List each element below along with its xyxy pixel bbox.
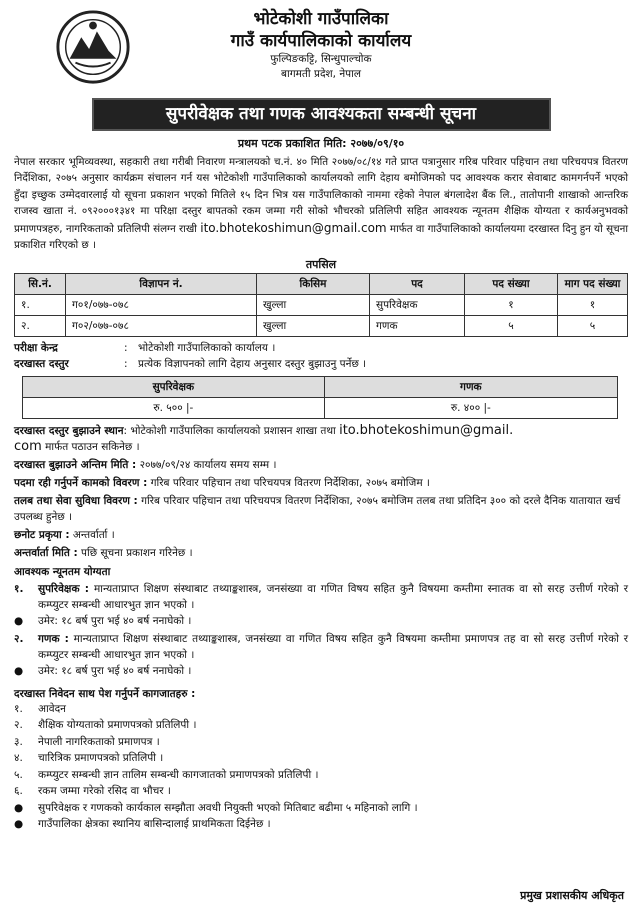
table-cell: खुल्ला [257,294,370,315]
interview-value: पछि सूचना प्रकाशन गरिनेछ । [77,546,193,559]
selection-value: अन्तर्वार्ता । [69,528,115,541]
interview-label: अन्तर्वार्ता मिति : [14,546,78,559]
list-item [14,717,628,734]
col-header: सुपरिवेक्षक [23,376,325,397]
col-header: किसिम [257,273,370,294]
table-cell: ग०१/०७७-०७८ [66,294,257,315]
deposit-email-tail: com [14,438,42,454]
docs-heading: दरखास्त निवेदन साथ पेश गर्नुपर्ने कागजातहरु : [14,687,196,700]
list-text: आवेदन [38,702,66,715]
table-cell: १. [15,294,66,315]
fee-label: दरखास्त दस्तुर [14,357,69,370]
col-header: सि.नं. [15,273,66,294]
duty-line [14,475,628,491]
age-text: उमेर: १८ बर्ष पुरा भई ४० बर्ष ननाघेको । [38,664,192,677]
list-num: ५. [14,768,23,781]
exam-center-value: भोटेकोशी गाउँपालिकाको कार्यालय । [138,341,276,354]
qualification-title: गणक : [38,632,69,645]
table-cell: ५ [465,315,558,336]
col-header: गणक [324,376,617,397]
list-text: सुपरिवेक्षक र गणकको कार्यकाल सम्झौता अवधी नियुक्ती भएको मितिबाट बढीमा ५ महिनाको लागि । [38,801,418,814]
list-num: २. [14,719,23,732]
header-text [14,8,628,82]
exam-center-colon: : [124,341,128,354]
office-name: गाउँ कार्यपालिकाको कार्यालय [230,31,412,51]
header [14,6,628,96]
age-text: उमेर: १८ बर्ष पुरा भई ४० बर्ष ननाघेको । [38,614,192,627]
deposit-place-line [14,423,628,455]
fee-colon: : [124,357,128,370]
deposit-email: ito.bhotekoshimun@gmail. [339,422,514,438]
list-text: शैक्षिक योग्यताको प्रमाणपत्रको प्रतिलिपी । [38,719,197,732]
exam-center-label: परीक्षा केन्द्र [14,341,58,354]
list-item [14,734,628,751]
list-text: कम्प्युटर सम्बन्धी ज्ञान तालिम सम्बन्धी कागजातको प्रमाणपत्रको प्रतिलिपी । [38,768,319,781]
list-item [14,816,628,833]
address-line1: फुल्पिङकट्टि, सिन्धुपाल्चोक [270,53,372,65]
list-item [14,800,628,817]
salary-label: तलब तथा सेवा सुविधा विवरण : [14,494,138,507]
table-row [15,315,628,336]
deposit-place-tail: मार्फत पठाउन सकिनेछ । [41,440,140,453]
age-bullet [14,613,628,629]
list-item [14,750,628,767]
qualification-text [38,581,628,613]
list-text: रकम जम्मा गरेको रसिद वा भौचर । [38,785,171,798]
table-cell: ५ [558,315,628,336]
signature-title: प्रमुख प्रशासकीय अधिकृत [520,889,624,903]
address-line2: बागमती प्रदेश, नेपाल [281,68,361,80]
posts-table-header [15,273,628,294]
qualification-title: सुपरिवेक्षक : [38,582,89,595]
list-num: ४. [14,752,23,765]
posts-table [14,273,628,337]
duty-value: गरिब परिवार पहिचान तथा परिचयपत्र वितरण निर्देशिका, २०७५ बमोजिम । [147,476,430,489]
deadline-value: २०७७/०९/२४ कार्यालय समय सम्म । [136,458,277,471]
publish-date: प्रथम पटक प्रकाशित मिति: २०७७/०९/१० [237,136,405,150]
list-text: चारित्रिक प्रमाणपत्रको प्रतिलिपी । [38,752,164,765]
selection-line [14,527,628,543]
list-text: नेपाली नागरिकताको प्रमाणपत्र । [38,735,160,748]
table-row [15,294,628,315]
fee-table [22,376,618,419]
table-cell: २. [15,315,66,336]
deposit-place-value: : भोटेकोशी गाउँपालिका कार्यालयको प्रशासन शाखा तथा [123,424,340,437]
age-bullet [14,663,628,679]
table-cell: सुपरिवेक्षक [370,294,465,315]
municipality-name: भोटेकोशी गाउँपालिका [253,9,389,29]
list-text: गाउँपालिका क्षेत्रका स्थानिय बासिन्दालाई प्राथमिकता दिईनेछ । [38,818,271,831]
table-cell: रु. ५०० |- [23,397,325,418]
list-item [14,767,628,784]
table-row [23,397,618,418]
col-header: विज्ञापन नं. [66,273,257,294]
deposit-place-label: दरखास्त दस्तुर बुझाउने स्थान [14,424,124,437]
qualification-desc: मान्यताप्राप्त शिक्षण संस्थाबाट तथ्याङ्कशास्त्र, जनसंख्या वा गणित विषय सहित कुनै विषयमा कम्तीमा स्नातक वा सो सरह उत्तीर्ण गरेको र कम्प्युटर सम्बन्धी आधारभुत ज्ञान भएको । [38,582,628,611]
qualification-desc: मान्यताप्राप्त शिक्षण संस्थाबाट तथ्याङ्कशास्त्र, जनसंख्या वा गणित विषय सहित कुनै विषयमा कम्तीमा प्रमाणपत्र तह वा सो सरह उत्तीर्ण गरेको र कम्प्युटर सम्बन्धी आधारभुत ज्ञान भएको । [38,632,629,661]
intro-paragraph [14,154,628,254]
list-num: १. [14,702,23,715]
list-num: ६. [14,785,23,798]
selection-label: छनोट प्रकृया : [14,528,70,541]
bullet-icon: ● [14,664,24,677]
deadline-label: दरखास्त बुझाउने अन्तिम मिति : [14,458,137,471]
list-num: ३. [14,735,23,748]
qualification-heading: आवश्यक न्यूनतम योग्यता [14,565,111,578]
fee-row [14,356,628,372]
intro-email: ito.bhotekoshimun@gmail.com [200,220,387,235]
list-item [14,701,628,718]
interview-line [14,545,628,561]
qualification-item [14,581,628,613]
duty-label: पदमा रही गर्नुपर्ने कामको विवरण : [14,476,148,489]
list-item [14,783,628,800]
fee-table-header [23,376,618,397]
bullet-icon: ● [14,801,24,814]
fee-value: प्रत्येक विज्ञापनको लागि देहाय अनुसार दस्तुर बुझाउनु पर्नेछ । [138,357,367,370]
table-cell: ग०२/०७७-०७८ [66,315,257,336]
col-header: पद [370,273,465,294]
table-title: तपसिल [305,257,337,271]
col-header: पद संख्या [465,273,558,294]
qualification-item [14,631,628,663]
table-cell: खुल्ला [257,315,370,336]
notice-page [14,6,628,906]
deadline-line [14,457,628,473]
table-cell: १ [558,294,628,315]
notice-title-banner: सुपरीवेक्षक तथा गणक आवश्यकता सम्बन्धी सूचना [92,98,551,131]
intro-text: नेपाल सरकार भूमिव्यवस्था, सहकारी तथा गरीबी निवारण मन्त्रालयको च.नं. ४० मिति २०७७/०८/१४ गते प्राप्त पत्रानुसार गरिब परिवार पहिचान तथा परिचयपत्र वितरण निर्देशिका, २०७५ अनुसार कार्यक्रम संचालन गर्न यस भोटेकोशी गाउँपालिकाको कार्यालयको लागि देहाय बमोजिमको पद आवश्यक करार सेवाबाट कामगर्नपर्ने भएको हुँदा इच्छुक उम्मेदवारलाई यो सूचना प्रकाशन भएको मितिले १५ दिन भित्र यस गाउँपालिकाको नाममा रहेको नेपाल बंगलादेश बैंक लि., तातोपानी शाखाको आन्तरिक राजस्व खाता नं. ०९२०००१३४१ मा परिक्षा दस्तुर बापतको रकम जम्मा गरी सोको भौचरको प्रतिलिपी सहित आवश्यक न्यूनतम शैक्षिक योग्यता र कार्यअनुभवको प्रमाणपत्रहरु, नागरिकताको प्रतिलिपी संलग्न राखी [14,155,628,235]
salary-line [14,493,628,525]
bullet-icon: ● [14,614,24,627]
qualification-text [38,631,628,663]
qualification-num: २. [14,632,24,645]
salary-value: गरिब परिवार पहिचान तथा परिचयपत्र वितरण निर्देशिका, २०७५ बमोजिम तलब तथा प्रतिदिन ३०० को दरले दैनिक यातायात खर्च उपलब्ध हुनेछ । [14,494,621,523]
intro-text-tail: मार्फत वा गाउँपालिकाको कार्यालयमा दरखास्त दिनु हुन यो सूचना प्रकाशित गरिएको छ । [14,222,629,252]
table-cell: १ [465,294,558,315]
qualification-num: १. [14,582,24,595]
table-cell: गणक [370,315,465,336]
bullet-icon: ● [14,818,24,831]
table-cell: रु. ४०० |- [324,397,617,418]
exam-center-row [14,340,628,356]
col-header: माग पद संख्या [558,273,628,294]
